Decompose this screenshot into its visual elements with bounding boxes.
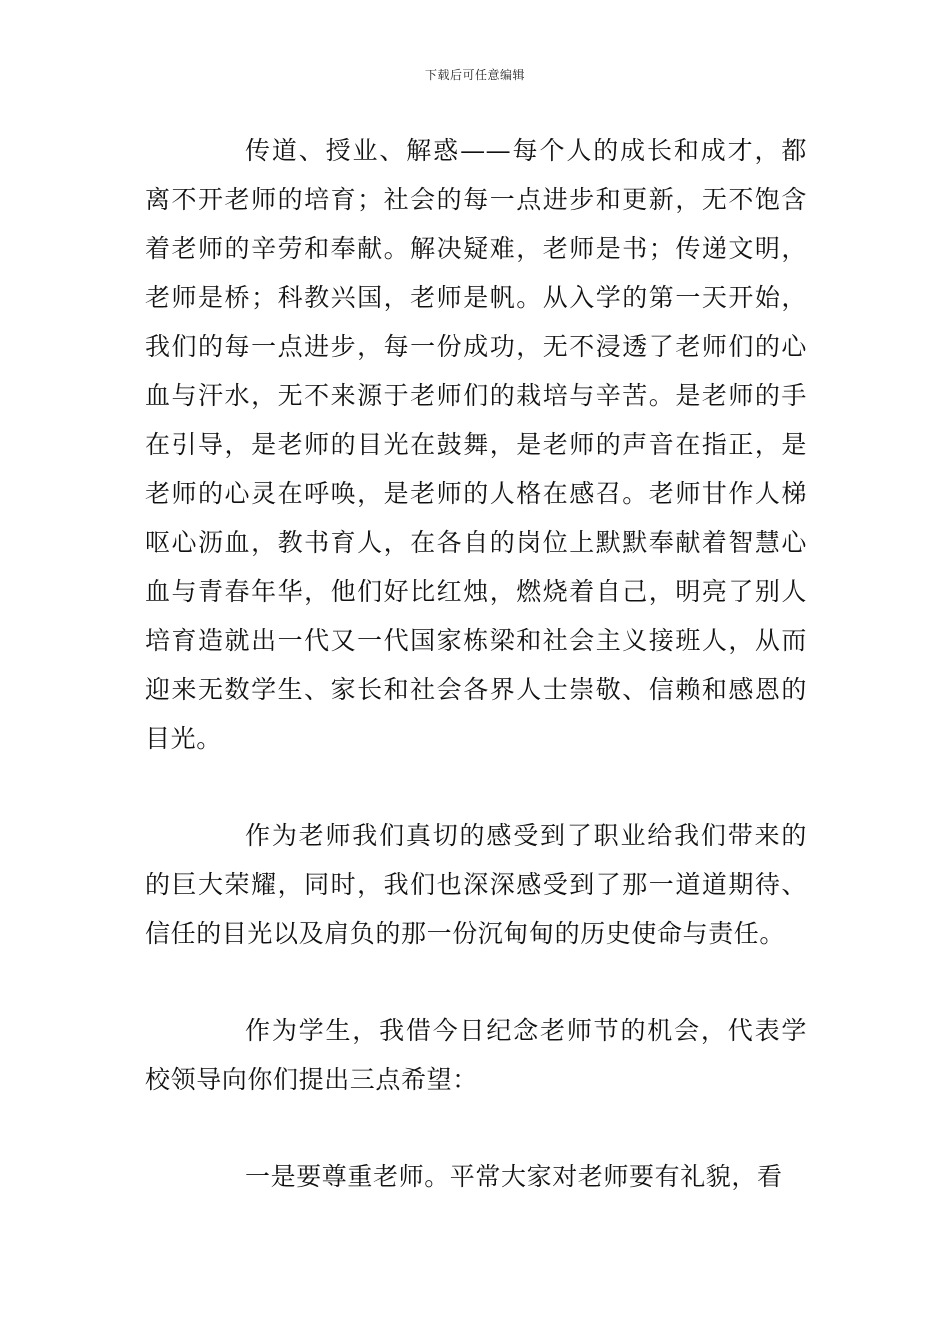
document-body: [145, 126, 807, 1201]
paragraph-spacer: [145, 958, 807, 1006]
paragraph-4: 一是要尊重老师。平常大家对老师要有礼貌，看: [245, 1162, 783, 1191]
paragraph-3: 作为学生，我借今日纪念老师节的机会，代表学校领导向你们提出三点希望：: [145, 1016, 807, 1094]
paragraph-1: 传道、授业、解惑——每个人的成长和成才，都离不开老师的培育；社会的每一点进步和更新，无不饱含着老师的辛劳和奉献。解决疑难，老师是书；传递文明，老师是桥；科教兴国，老师是帆。从入学的第一天开始，我们的每一点进步，每一份成功，无不浸透了老师们的心血与汗水，无不来源于老师们的栽培与辛苦。是老师的手在引导，是老师的目光在鼓舞，是老师的声音在指正，是老师的心灵在呼唤，是老师的人格在感召。老师甘作人梯呕心沥血，教书育人，在各自的岗位上默默奉献着智慧心血与青春年华，他们好比红烛，燃烧着自己，明亮了别人培育造就出一代又一代国家栋梁和社会主义接班人，从而迎来无数学生、家长和社会各界人士崇敬、信赖和感恩的目光。: [145, 136, 807, 753]
paragraph-spacer: [145, 763, 807, 811]
paragraph-spacer: [145, 1104, 807, 1152]
paragraph-2: 作为老师我们真切的感受到了职业给我们带来的的巨大荣耀，同时，我们也深深感受到了那一道道期待、信任的目光以及肩负的那一份沉甸甸的历史使命与责任。: [145, 821, 807, 948]
page-header: 下载后可任意编辑: [424, 68, 525, 82]
